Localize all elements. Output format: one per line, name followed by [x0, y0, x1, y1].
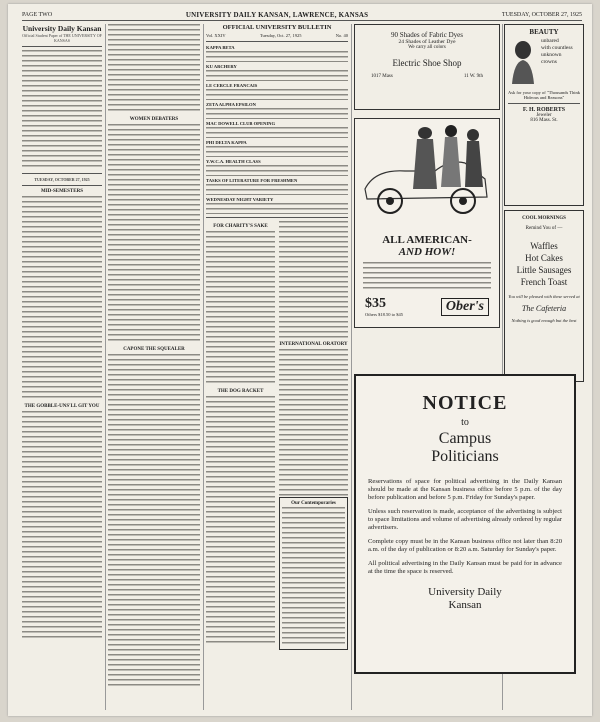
paper-title: UNIVERSITY DAILY KANSAN, LAWRENCE, KANSAS	[185, 11, 369, 19]
bulletin-date: Tuesday, Oct. 27, 1925	[259, 33, 302, 38]
masthead-subtitle: Official Student Paper of THE UNIVERSITY OF KANSAS	[22, 33, 102, 43]
bulletin-notice-body	[206, 165, 348, 176]
beauty-line: unknown	[541, 52, 562, 58]
bulletin-volume: Vol. XXIV	[206, 33, 226, 38]
cafe-menu-item: Waffles	[530, 241, 558, 251]
bulletin-title: OFFICIAL UNIVERSITY BULLETIN	[222, 24, 332, 31]
cafe-menu-item: French Toast	[520, 277, 568, 287]
notice-paragraph: Complete copy must be in the Kansan business office not later than 8:20 a.m. of the day of publication or 8:20 a.m. Saturday for Sunday's paper.	[368, 538, 562, 553]
notice-paragraph: Reservations of space for political advertising in the Daily Kansan should be made at the Kansan business office before 5 p.m. of the day before publication and before 5 p.m. Friday for Sunday's paper.	[368, 478, 562, 501]
notice-line-2: Campus	[438, 430, 492, 447]
obers-price: $35	[365, 296, 386, 311]
obers-headline-2: AND HOW!	[398, 246, 456, 258]
cafe-menu-item: Little Sausages	[516, 265, 572, 275]
campus-politicians-notice	[354, 374, 576, 674]
dyes-line-1: 90 Shades of Fabric Dyes	[391, 31, 463, 39]
bulletin-notice-title: TASKS OF LITERATURE FOR FRESHMEN	[206, 178, 298, 183]
editorial-body	[22, 196, 102, 401]
cafe-tag: You will be pleased with these served at	[508, 294, 580, 299]
bulletin-number: No. 40	[335, 33, 348, 38]
bulletin-notice-title: PHI DELTA KAPPA	[206, 140, 247, 145]
illustration-car-icon	[355, 119, 499, 229]
page-number: PAGE TWO	[22, 12, 53, 18]
notice-paragraph: Unless such reservation is made, acceptance of the advertising is subject to space limitations and volume of advertising already ordered by regular advertisers.	[368, 508, 562, 531]
jeweler-address: 816 Mass. St.	[530, 118, 558, 123]
editorial-date: TUESDAY, OCTOBER 27, 1925	[34, 177, 90, 182]
bulletin-notice-title: MAC DOWELL CLUB OPENING	[206, 121, 276, 126]
bulletin-notice-body	[206, 51, 348, 62]
obers-ad	[354, 118, 500, 328]
editorial-title: MID-SEMESTERS	[41, 189, 83, 194]
bulletin-notice-title: WEDNESDAY NIGHT VARIETY	[206, 197, 274, 202]
editorial-body	[108, 354, 200, 689]
woman-portrait-icon	[508, 38, 538, 84]
contemporaries-title: Our Contemporaries	[291, 501, 336, 506]
notice-signature-2: Kansan	[448, 599, 482, 611]
issue-date: TUESDAY, OCTOBER 27, 1925	[501, 12, 582, 18]
shop-address-2: 11 W. 9th	[463, 74, 483, 79]
bulletin-notice-body	[206, 184, 348, 195]
beauty-lines	[541, 38, 573, 84]
editorial-title: CAPONE THE SQUEALER	[123, 347, 185, 352]
cafeteria-ad	[504, 210, 584, 382]
staff-box	[22, 50, 102, 170]
editorial-body	[279, 221, 348, 339]
bulletin-notice-body	[206, 89, 348, 100]
obers-copy	[363, 262, 491, 292]
beauty-title: BEAUTY	[529, 28, 559, 36]
obers-headline-1: ALL AMERICAN-	[382, 234, 472, 246]
editorial-title: FOR CHARITY'S SAKE	[213, 224, 268, 229]
shoe-shop-ad	[354, 24, 500, 110]
editorial-title: THE GOBBLE-UNS'LL GIT YOU	[24, 404, 100, 409]
cafe-slogan: Nothing is good enough but the best	[511, 318, 577, 323]
notice-title: NOTICE	[422, 392, 508, 414]
bulletin-notice-title: Y.W.C.A. HEALTH CLASS	[206, 159, 261, 164]
beauty-line: crowns	[541, 59, 557, 65]
notice-signature-1: University Daily	[428, 586, 502, 598]
editorial-body	[22, 411, 102, 641]
dyes-line-3: We carry all colors	[408, 45, 446, 50]
column-1	[22, 24, 102, 710]
editorial-body	[108, 24, 200, 114]
bulletin-notice-body	[206, 108, 348, 119]
editorial-title: INTERNATIONAL ORATORY	[279, 342, 348, 347]
bulletin-notice-title: KU ARCHERY	[206, 64, 237, 69]
bulletin-notice-body	[206, 203, 348, 214]
editorial-body	[206, 396, 275, 646]
shop-address-1: 1017 Mass	[371, 74, 393, 79]
cafe-name: The Cafeteria	[521, 304, 567, 313]
masthead: University Daily Kansan	[22, 24, 102, 33]
cafe-intro-2: Remind You of —	[525, 226, 563, 231]
obers-logo: Ober's	[441, 298, 489, 316]
cafe-items	[508, 240, 580, 288]
bulletin-notice-title: ZETA ALPHA EPSILON	[206, 102, 256, 107]
obers-price-sub: Others $18.50 to $45	[365, 312, 403, 317]
editorial-body	[279, 349, 348, 497]
bulletin-notices	[206, 45, 348, 214]
cafe-menu-item: Hot Cakes	[525, 253, 563, 263]
editorial-title: WOMEN DEBATERS	[129, 117, 179, 122]
dyes-line-2: 24 Shades of Leather Dye	[398, 39, 456, 45]
bulletin-notice-title: KAPPA BETA	[206, 45, 235, 50]
editorial-title: THE DOG RACKET	[217, 389, 264, 394]
notice-paragraph: All political advertising in the Daily Kansan must be paid for in advance at the time the space is reserved.	[368, 560, 562, 575]
bulletin-notice-title: LE CERCLE FRANCAIS	[206, 83, 258, 88]
jeweler-name: F. H. ROBERTS	[522, 107, 566, 113]
shop-name: Electric Shoe Shop	[392, 58, 462, 68]
page-header	[22, 10, 582, 21]
bulletin-notice-body	[206, 70, 348, 81]
newspaper-page	[8, 4, 592, 716]
contemporaries-body	[282, 507, 345, 647]
beauty-line: with countless	[541, 45, 573, 51]
bulletin-notice-body	[206, 146, 348, 157]
cafe-intro-1: COOL MORNINGS	[522, 216, 566, 221]
column-3	[206, 24, 348, 710]
jeweler-ad	[504, 24, 584, 206]
notice-to: to	[461, 417, 469, 428]
notice-line-3: Politicians	[431, 448, 499, 465]
bulletin-notice-body	[206, 127, 348, 138]
editorial-body	[108, 124, 200, 344]
beauty-ask: Ask for your copy of "Thousands Think Hideous and Reasons"	[508, 90, 580, 100]
editorial-body	[206, 231, 275, 386]
jeweler-trade: Jeweler	[536, 113, 552, 118]
beauty-line: unbared	[541, 38, 559, 44]
column-2	[108, 24, 200, 710]
